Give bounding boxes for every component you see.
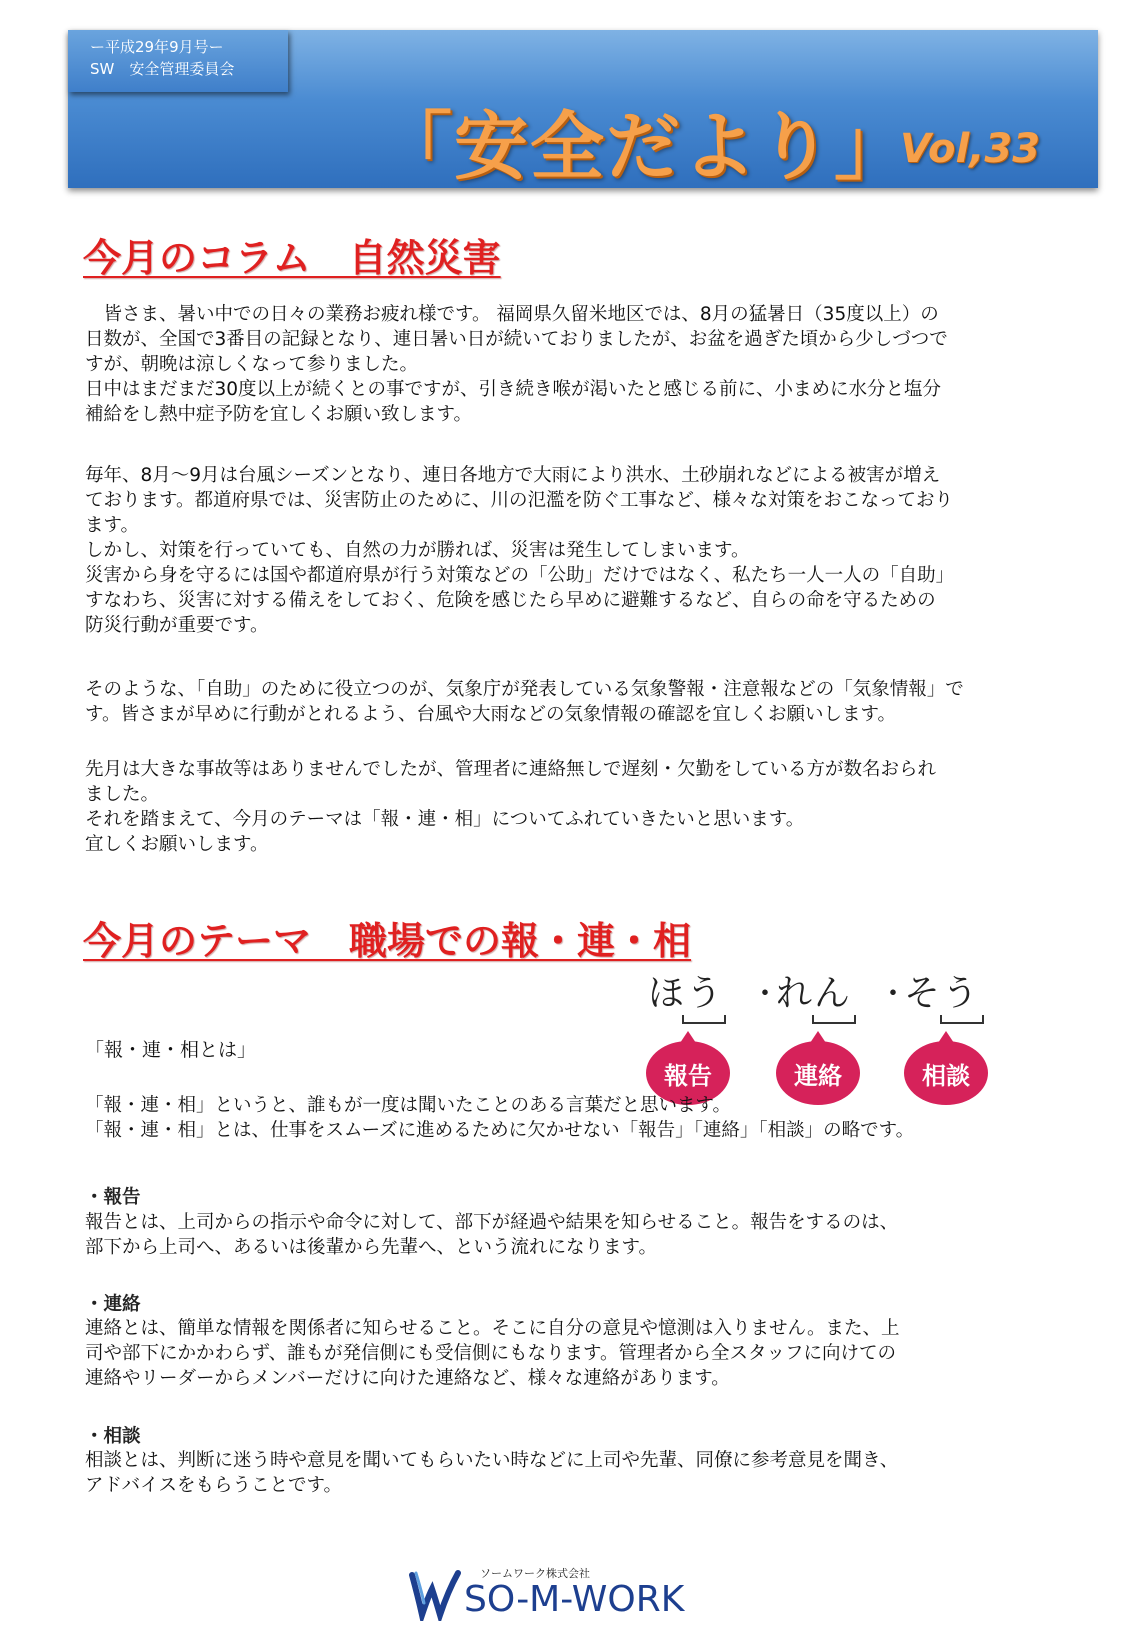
bubble-report: 報告 — [646, 1041, 730, 1105]
bracket-line — [682, 1015, 726, 1024]
text-line: そのような、「自助」のために役立つのが、気象庁が発表している気象警報・注意報などの「気象情報」で — [85, 679, 964, 700]
consult-label: ・相談 — [85, 1426, 141, 1447]
text-line: 日数が、全国で3番目の記録となり、連日暑い日が続いておりましたが、お盆を過ぎた頃から少しづつで — [85, 329, 948, 350]
text-line: 連絡やリーダーからメンバーだけに向けた連絡など、様々な連絡があります。 — [85, 1368, 730, 1389]
text-line: 部下から上司へ、あるいは後輩から先輩へ、という流れになります。 — [85, 1237, 658, 1258]
text-line: 先月は大きな事故等はありませんでしたが、管理者に連絡無しで遅刻・欠勤をしている方が数名おられ — [85, 759, 937, 780]
text-line: それを踏まえて、今月のテーマは「報・連・相」についてふれていきたいと思います。 — [85, 809, 805, 830]
text-line: 連絡とは、簡単な情報を関係者に知らせること。そこに自分の意見や憶測は入りません。また、上 — [85, 1318, 900, 1339]
text-line: すが、朝晩は涼しくなって参りました。 — [85, 354, 419, 375]
text-line: す。皆さまが早めに行動がとれるよう、台風や大雨などの気象情報の確認を宜しくお願いします。 — [85, 704, 897, 725]
subsection-question: 「報・連・相とは」 — [85, 1039, 257, 1061]
text-line: 日中はまだまだ30度以上が続くとの事ですが、引き続き喉が渇いたと感じる前に、小まめに水分と塩分 — [85, 379, 942, 400]
column-paragraph-1 — [85, 302, 1045, 427]
separator-dot: ・ — [878, 977, 908, 1012]
company-name-small: ソームワーク株式会社 — [480, 1567, 590, 1580]
text-line: 皆さま、暑い中での日々の業務お疲れ様です。 福岡県久留米地区では、8月の猛暑日（35度以上）の — [85, 304, 939, 325]
column-paragraph-3 — [85, 677, 1045, 727]
column-paragraph-2 — [85, 463, 1045, 638]
theme-intro — [85, 1093, 1045, 1143]
report-text — [85, 1210, 1045, 1260]
text-line: 宜しくお願いします。 — [85, 834, 269, 855]
text-line: ております。都道府県では、災害防止のために、川の氾濫を防ぐ工事など、様々な対策をおこなっており — [85, 490, 954, 511]
column-heading: 今月のコラム 自然災害 — [83, 236, 501, 280]
issue-line: ー平成29年9月号ー — [90, 38, 224, 56]
bracket-line — [940, 1015, 984, 1024]
committee-name: SW 安全管理委員会 — [90, 60, 235, 78]
text-line: 毎年、8月～9月は台風シーズンとなり、連日各地方で大雨により洪水、土砂崩れなどによる被害が増え — [85, 465, 941, 486]
separator-dot: ・ — [750, 977, 780, 1012]
theme-heading: 今月のテーマ 職場での報・連・相 — [83, 919, 692, 963]
text-line: 防災行動が重要です。 — [85, 615, 269, 636]
newsletter-title: 「安全だより」 — [378, 104, 910, 190]
text-line: しかし、対策を行っていても、自然の力が勝れば、災害は発生してしまいます。 — [85, 540, 750, 561]
text-line: ます。 — [85, 515, 140, 536]
bubble-contact: 連絡 — [776, 1041, 860, 1105]
horenso-graphic — [648, 965, 1008, 1090]
volume-number: Vol,33 — [900, 126, 1041, 172]
text-line: すなわち、災害に対する備えをしておく、危険を感じたら早めに避難するなど、自らの命を守るための — [85, 590, 936, 611]
text-line: 「報・連・相」とは、仕事をスムーズに進めるために欠かせない「報告」「連絡」「相談」の略です。 — [85, 1120, 915, 1141]
reading-ren: れん — [776, 973, 853, 1014]
consult-text — [85, 1448, 1045, 1498]
logo-wave-icon — [408, 1567, 462, 1621]
contact-text — [85, 1316, 1045, 1391]
text-line: 災害から身を守るには国や都道府県が行う対策などの「公助」だけではなく、私たち一人一人の「自助」 — [85, 565, 955, 586]
report-label: ・報告 — [85, 1187, 141, 1208]
column-paragraph-4 — [85, 757, 1045, 857]
reading-sou: そう — [904, 973, 981, 1014]
issue-box — [68, 30, 288, 92]
text-line: 相談とは、判断に迷う時や意見を聞いてもらいたい時などに上司や先輩、同僚に参考意見を聞き、 — [85, 1450, 899, 1471]
contact-label: ・連絡 — [85, 1294, 141, 1315]
text-line: アドバイスをもらうことです。 — [85, 1475, 342, 1496]
text-line: 補給をし熱中症予防を宜しくお願い致します。 — [85, 404, 473, 425]
company-logo-text: SO-M-WORK — [464, 1579, 685, 1620]
bracket-line — [812, 1015, 856, 1024]
text-line: ました。 — [85, 784, 160, 805]
text-line: 司や部下にかかわらず、誰もが発信側にも受信側にもなります。管理者から全スタッフに向けての — [85, 1343, 897, 1364]
text-line: 報告とは、上司からの指示や命令に対して、部下が経過や結果を知らせること。報告をするのは、 — [85, 1212, 899, 1233]
bubble-consult: 相談 — [904, 1041, 988, 1105]
company-logo — [408, 1563, 708, 1623]
reading-hou: ほう — [648, 973, 725, 1014]
text-line: 「報・連・相」というと、誰もが一度は聞いたことのある言葉だと思います。 — [85, 1095, 732, 1116]
